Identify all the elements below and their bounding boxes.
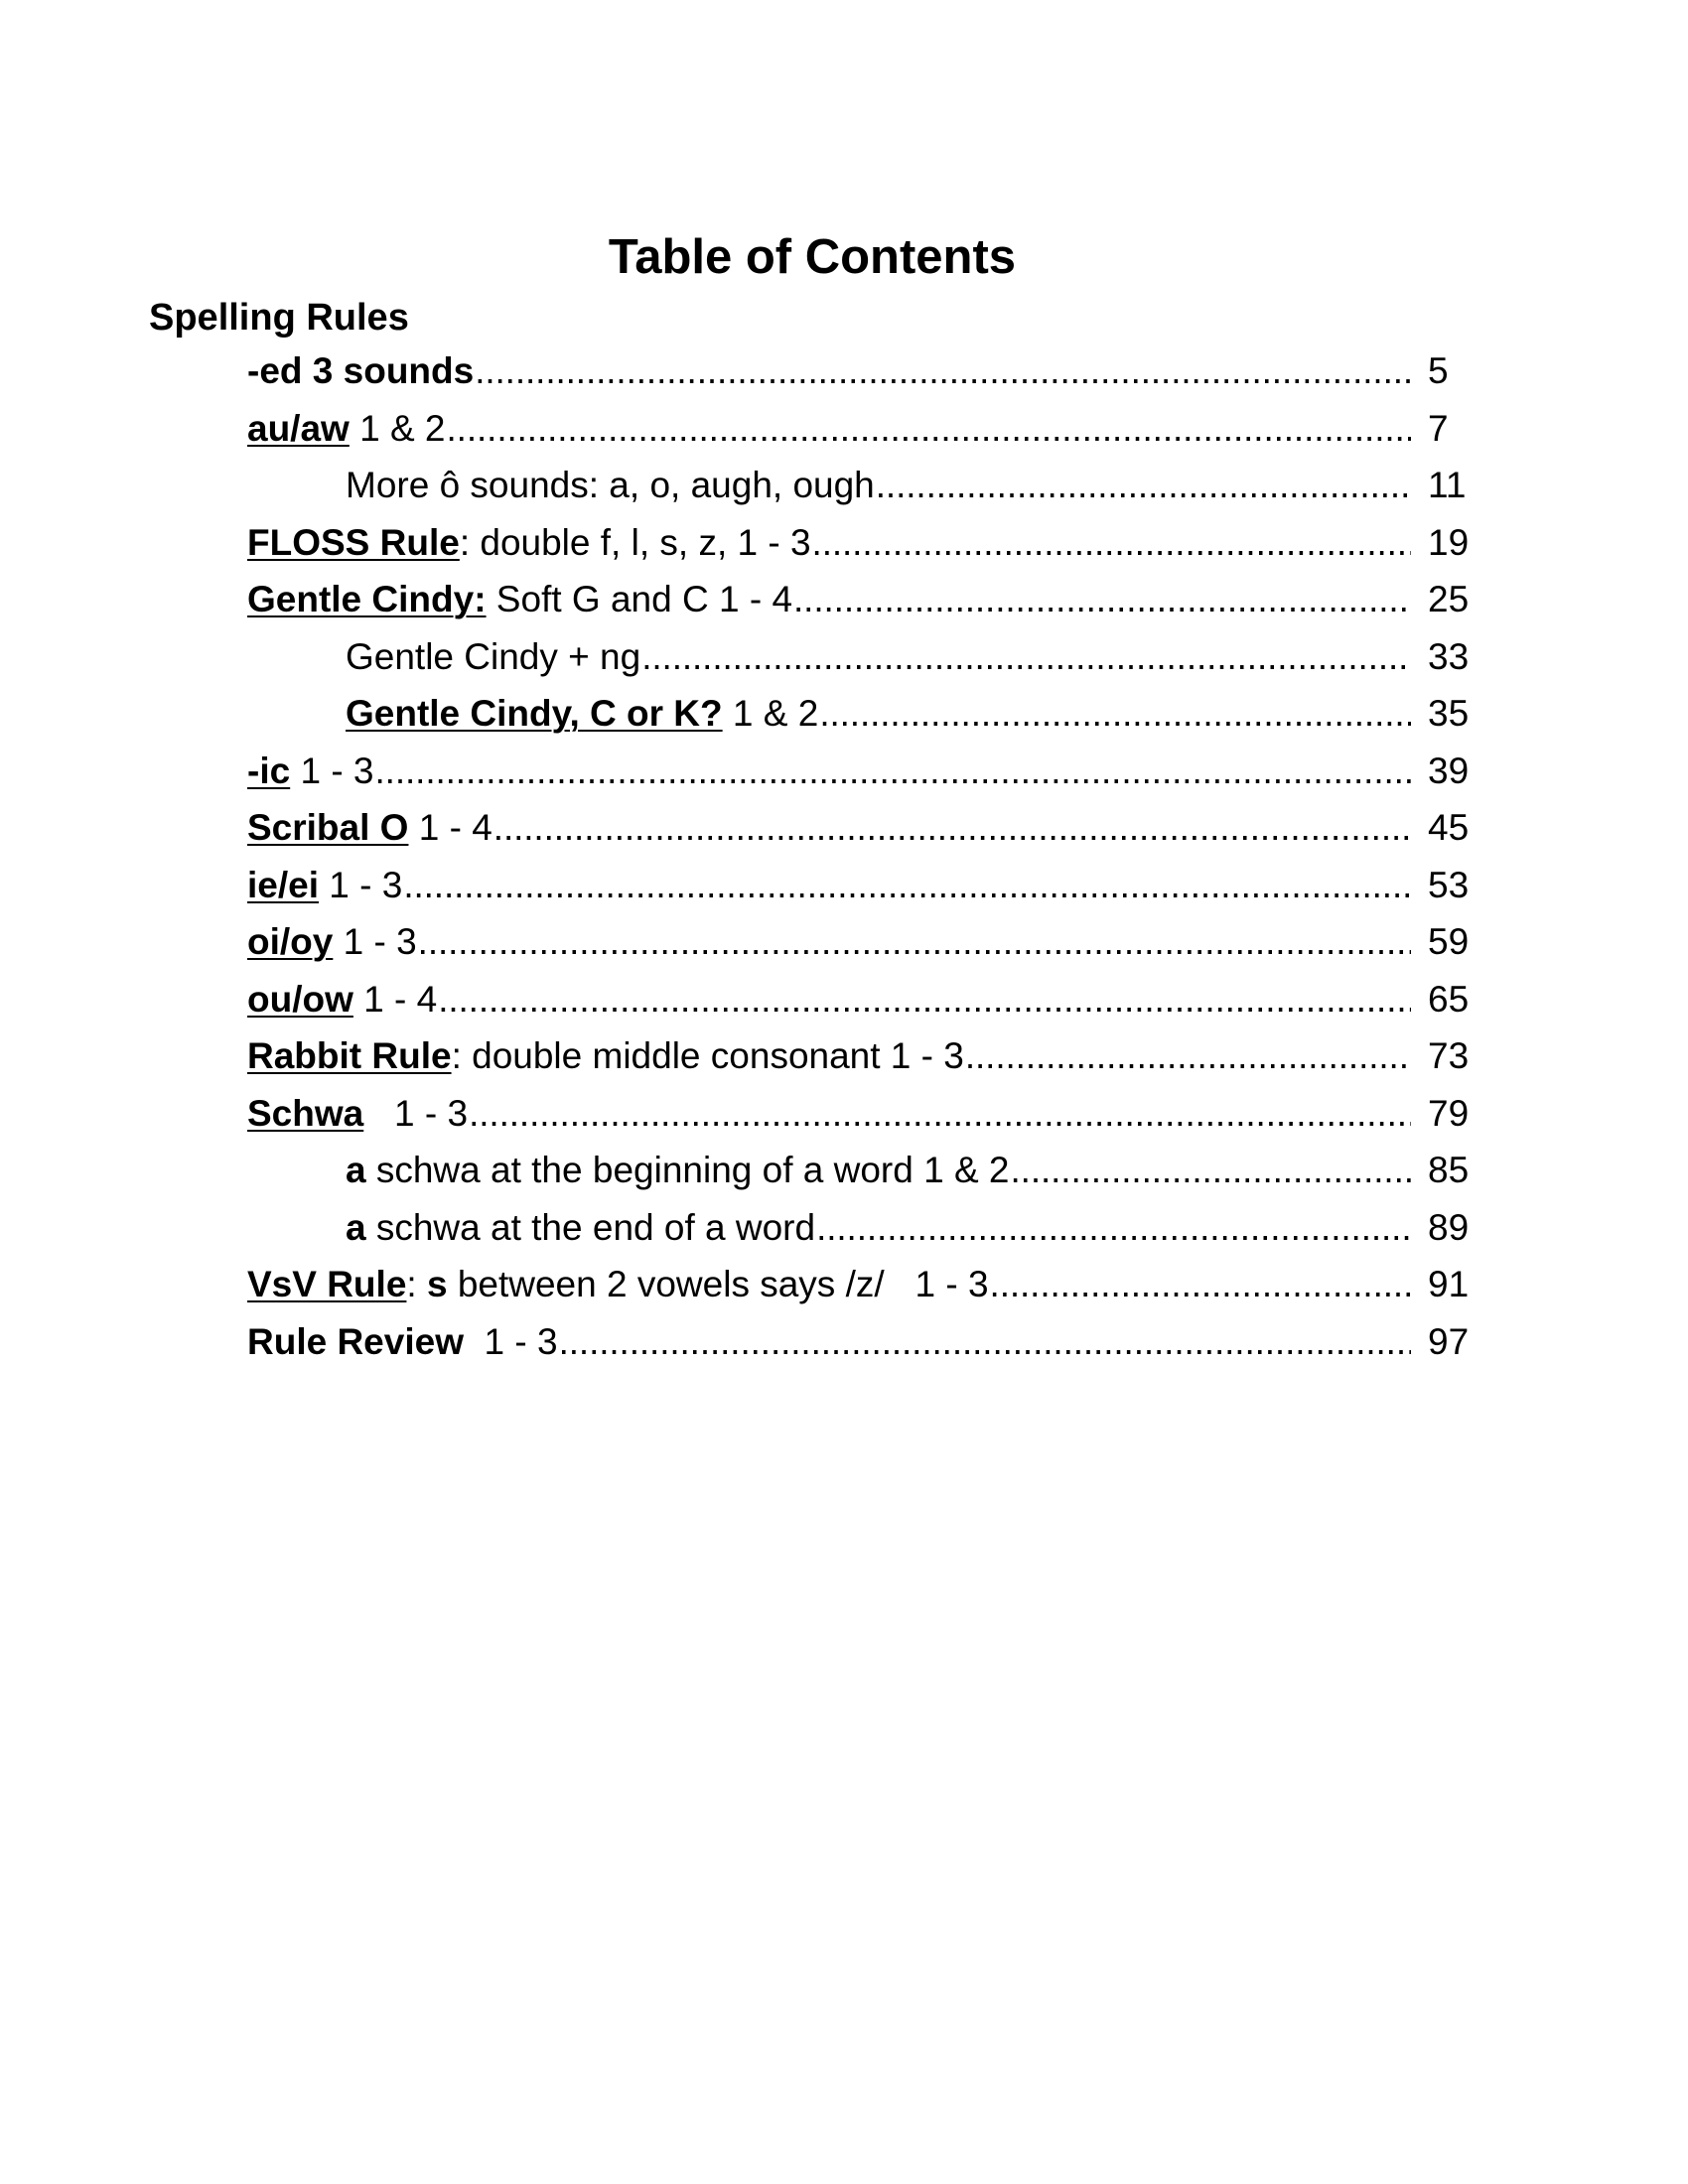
toc-entry[interactable] [0, 1319, 1688, 1377]
toc-entry-title [247, 919, 1411, 965]
toc-entry[interactable] [0, 577, 1688, 634]
toc-entry-keyword: Rabbit Rule [247, 1035, 452, 1076]
toc-entry-title [247, 1091, 1411, 1137]
toc-entry-page-number: 45 [1428, 807, 1470, 848]
toc-entry-title [247, 977, 1411, 1023]
toc-entry-page-number: 85 [1428, 1150, 1470, 1190]
toc-list [0, 348, 1688, 1376]
toc-entry-page-number: 53 [1428, 864, 1470, 905]
toc-entry-keyword: Schwa [247, 1092, 364, 1134]
toc-entry-page-number: 65 [1428, 978, 1470, 1020]
toc-entry-detail: 1 - 3 [463, 1320, 558, 1362]
toc-entry-title [247, 863, 1411, 908]
toc-entry-page-number: 73 [1428, 1035, 1470, 1076]
toc-entry[interactable] [0, 348, 1688, 406]
toc-entry-keyword: -ic [247, 750, 291, 791]
toc-entry-detail: : double middle consonant 1 - 3 [451, 1035, 964, 1076]
toc-entry[interactable] [0, 977, 1688, 1034]
toc-entry-keyword: Gentle Cindy: [247, 579, 487, 619]
toc-entry-page-number: 59 [1428, 921, 1470, 962]
toc-entry[interactable] [0, 805, 1688, 863]
toc-entry-page-number: 33 [1428, 635, 1470, 677]
toc-entry-keyword: ie/ei [247, 864, 319, 905]
toc-entry[interactable] [0, 919, 1688, 977]
toc-entry-title [247, 1033, 1411, 1079]
toc-entry-detail: 1 - 4 [408, 807, 492, 848]
toc-entry[interactable] [0, 520, 1688, 578]
toc-entry[interactable] [0, 1148, 1688, 1205]
page-title: Table of Contents [608, 229, 1017, 284]
toc-entry-detail: 1 & 2 [722, 693, 819, 734]
toc-entry[interactable] [0, 1205, 1688, 1263]
toc-entry-page-number: 79 [1428, 1092, 1470, 1134]
toc-entry-title [346, 1148, 1411, 1193]
toc-entry-detail: 1 - 3 [363, 1092, 469, 1134]
toc-entry-page-number: 35 [1428, 693, 1470, 734]
toc-entry-detail: 1 - 3 [290, 750, 374, 791]
toc-entry-detail: 1 & 2 [349, 407, 446, 449]
section-heading: Spelling Rules [149, 297, 409, 339]
toc-entry[interactable] [0, 691, 1688, 749]
toc-entry-title [346, 1205, 1411, 1251]
toc-entry[interactable] [0, 463, 1688, 520]
toc-entry-page-number: 89 [1428, 1206, 1470, 1248]
toc-entry-title [346, 691, 1411, 737]
toc-entry-detail: : double f, l, s, z, 1 - 3 [459, 521, 811, 563]
toc-entry[interactable] [0, 1033, 1688, 1091]
toc-entry-keyword: a [346, 1206, 366, 1248]
toc-entry-keyword: Gentle Cindy, C or K? [346, 693, 723, 734]
toc-entry-detail: 1 - 3 [319, 864, 403, 905]
toc-entry-keyword: Rule Review [247, 1320, 464, 1362]
toc-entry-title [247, 406, 1411, 452]
toc-entry-detail: between 2 vowels says /z/ 1 - 3 [447, 1264, 989, 1304]
toc-entry-detail: Soft G and C 1 - 4 [486, 579, 793, 619]
toc-entry-title [247, 805, 1411, 851]
toc-entry-page-number: 19 [1428, 521, 1470, 563]
toc-entry-detail: 1 - 4 [352, 978, 438, 1020]
toc-entry[interactable] [0, 749, 1688, 806]
toc-entry-page-number: 7 [1428, 407, 1449, 449]
toc-entry-page-number: 39 [1428, 750, 1470, 791]
toc-entry-page-number: 91 [1428, 1264, 1470, 1304]
toc-entry-title [247, 348, 1411, 394]
toc-entry-detail: schwa at the end of a word [365, 1206, 816, 1248]
toc-entry-title [346, 634, 1411, 680]
toc-entry-title [247, 520, 1411, 566]
toc-entry[interactable] [0, 1091, 1688, 1149]
toc-entry-detail: : [406, 1264, 427, 1304]
toc-entry-keyword: VsV Rule [247, 1264, 407, 1304]
toc-entry-detail: Gentle Cindy + ng [346, 635, 641, 677]
toc-entry-title [247, 577, 1411, 622]
toc-entry-title [247, 749, 1411, 794]
toc-entry-detail: schwa at the beginning of a word 1 & 2 [365, 1150, 1010, 1190]
toc-entry-keyword: au/aw [247, 407, 350, 449]
toc-entry-keyword: ou/ow [247, 978, 353, 1020]
toc-entry[interactable] [0, 863, 1688, 920]
toc-entry-detail: More ô sounds: a, o, augh, ough [346, 465, 875, 505]
toc-entry-title [247, 1262, 1411, 1307]
toc-entry[interactable] [0, 406, 1688, 464]
toc-entry[interactable] [0, 634, 1688, 692]
toc-entry-page-number: 5 [1428, 350, 1449, 391]
toc-entry[interactable] [0, 1262, 1688, 1319]
toc-entry-keyword: oi/oy [247, 921, 334, 962]
toc-entry-keyword: FLOSS Rule [247, 521, 460, 563]
toc-entry-detail: 1 - 3 [333, 921, 417, 962]
toc-entry-keyword: Scribal O [247, 807, 409, 848]
toc-entry-keyword: -ed 3 sounds [247, 350, 475, 391]
toc-entry-title [346, 463, 1411, 508]
toc-entry-keyword: a [346, 1150, 366, 1190]
toc-entry-title [247, 1319, 1411, 1365]
toc-entry-page-number: 11 [1428, 465, 1467, 505]
toc-entry-page-number: 25 [1428, 579, 1470, 619]
toc-entry-page-number: 97 [1428, 1320, 1470, 1362]
toc-entry-keyword: s [426, 1264, 448, 1304]
